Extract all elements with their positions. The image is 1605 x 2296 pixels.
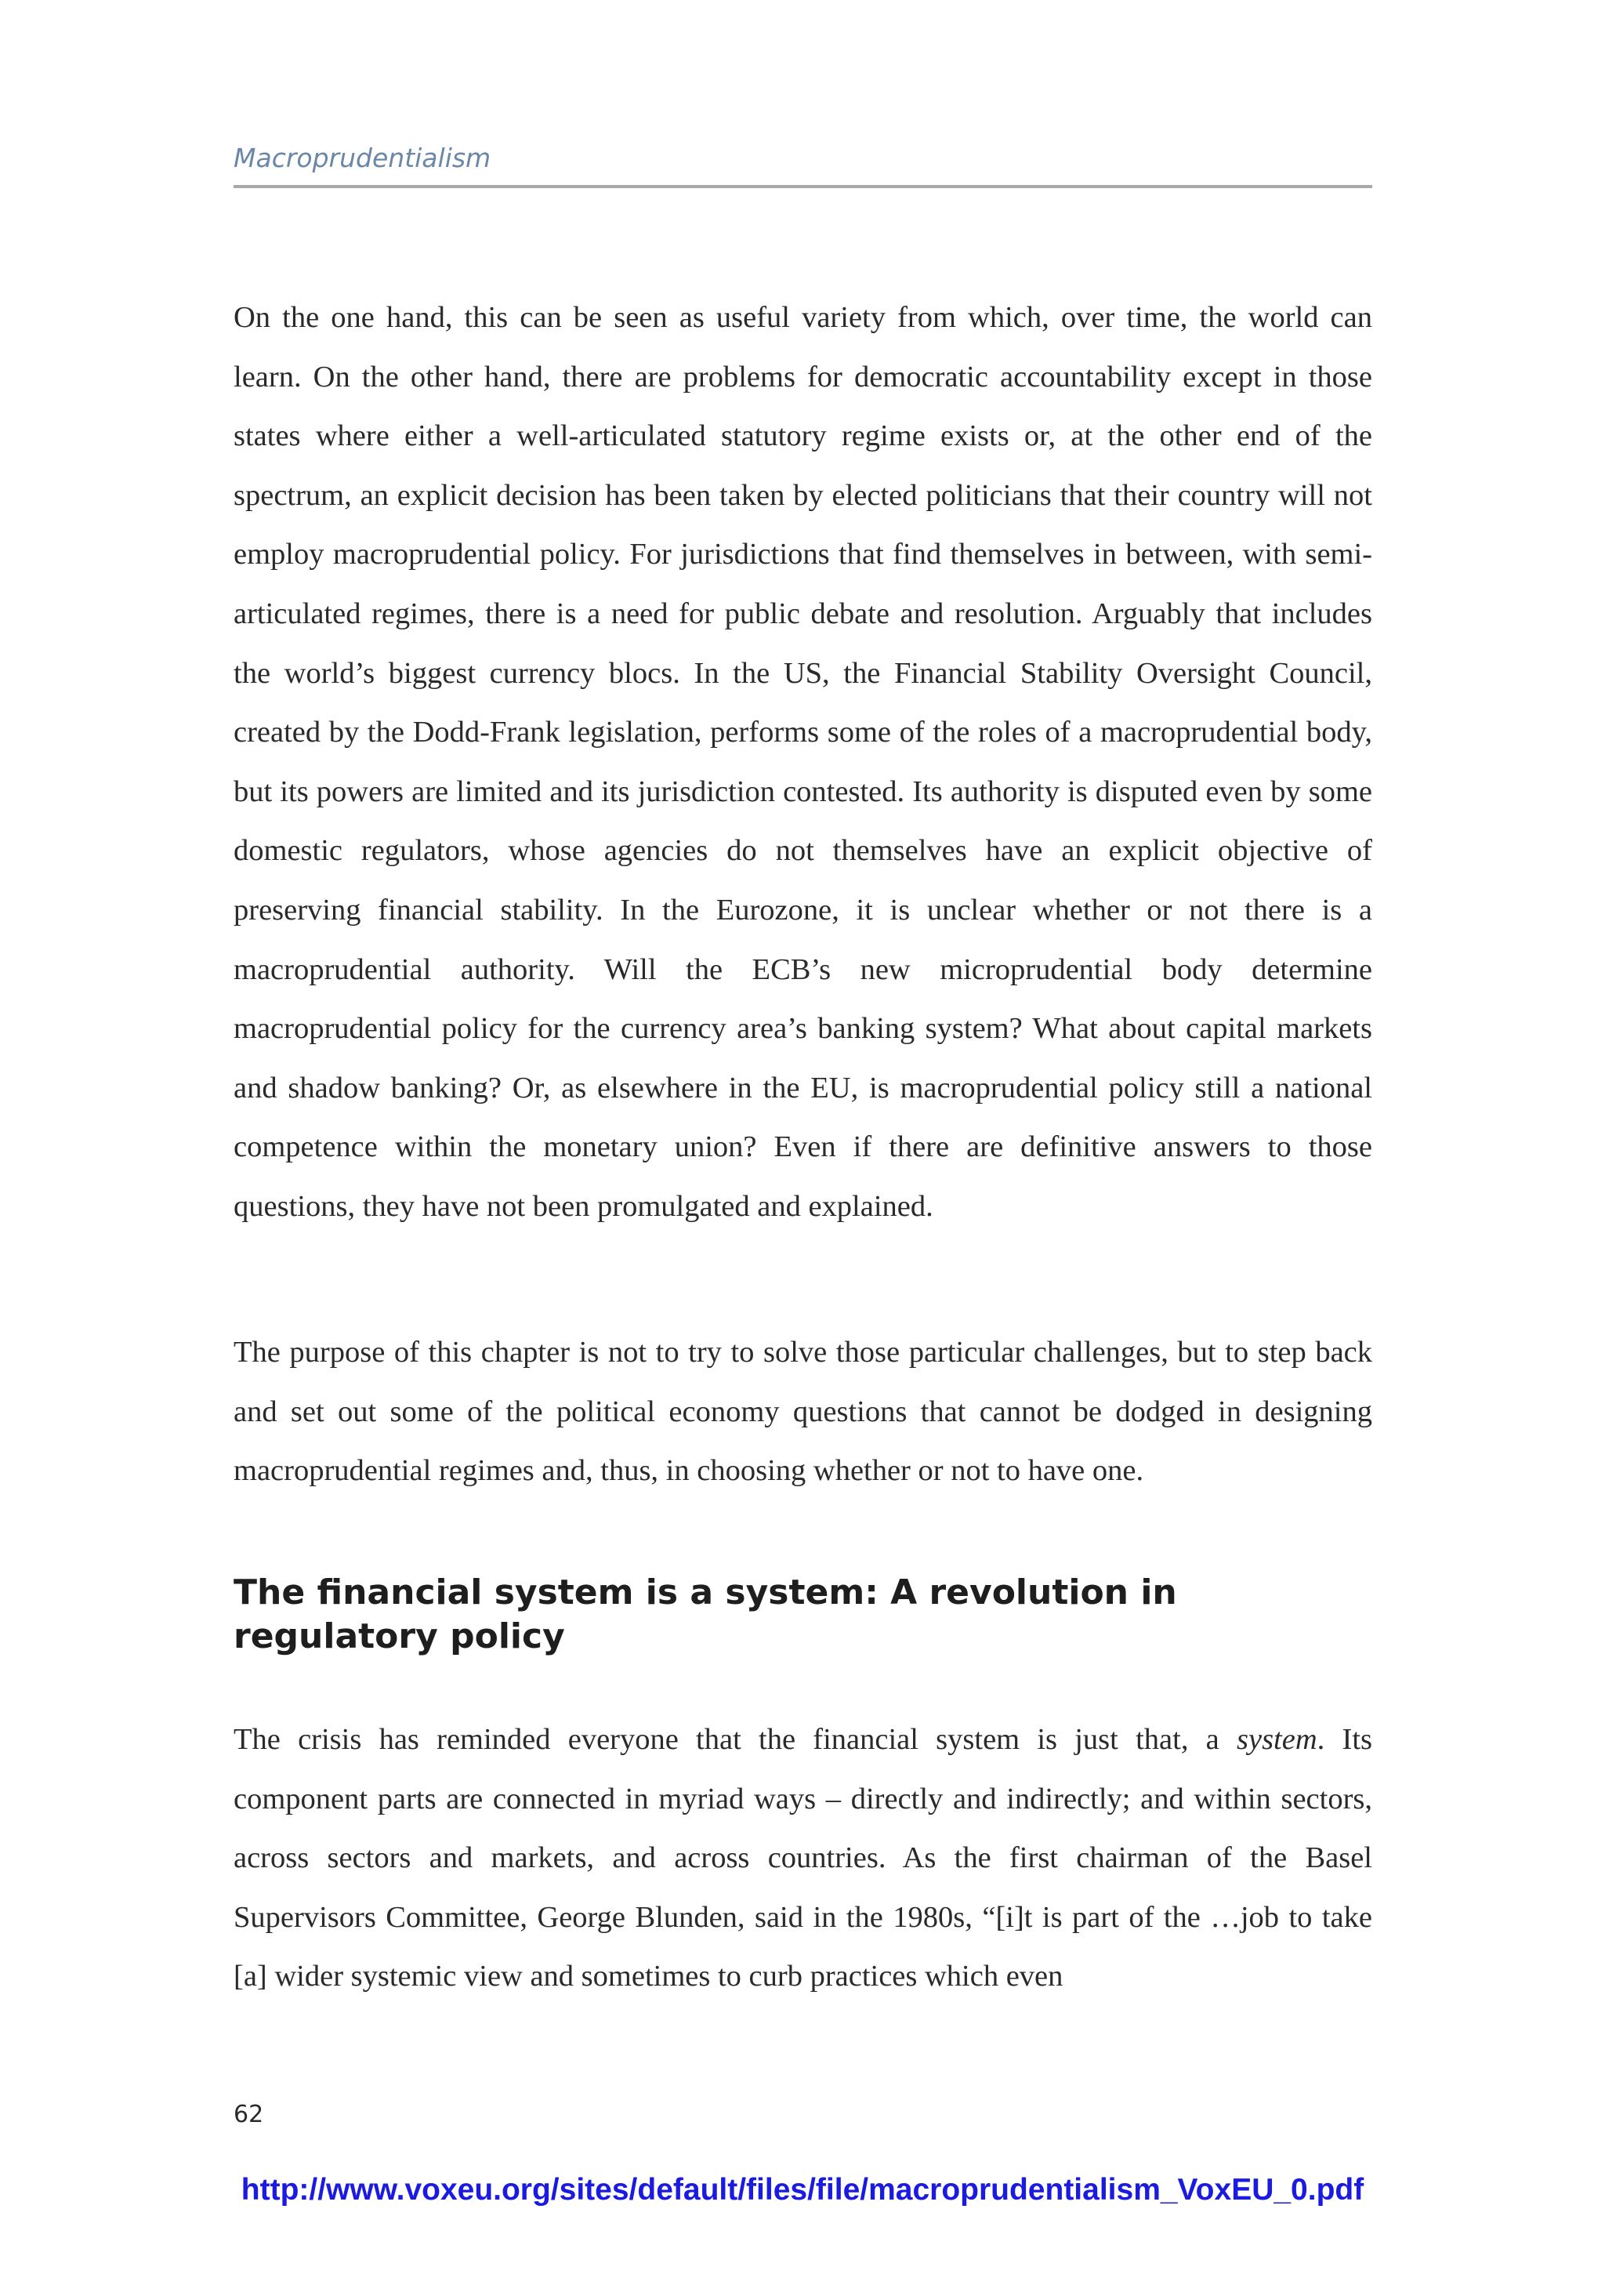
paragraph-3-text-end: . Its component parts are connected in myriad ways – directly and indirectly; and within sectors, across sectors and markets, and across countries. As the first chairman of the Basel Supervisors Committee, George Blunden, said in the 1980s, “[i]t is part of the …job to take [a] wider systemic view and sometimes to curb practices which even bbox=[234, 1723, 1373, 1993]
body-paragraph-2: The purpose of this chapter is not to try to solve those particular challenges, but to step back and set out some of the political economy questions that cannot be dodged in designing macroprudential regimes and, thus, in choosing whether or not to have one. bbox=[234, 1336, 1372, 1488]
body-paragraph-1: On the one hand, this can be seen as useful variety from which, over time, the world can learn. On the other hand, there are problems for democratic accountability except in those states where either a well-articulated statutory regime exists or, at the other end of the spectrum, an explicit decision has been taken by elected politicians that their country will not employ macroprudential policy. For jurisdictions that find themselves in between, with semi-articulated regimes, there is a need for public debate and resolution. Arguably that includes the world’s biggest currency blocs. In the US, the Financial Stability Oversight Council, created by the Dodd-Frank legislation, performs some of the roles of a macroprudential body, but its powers are limited and its jurisdiction contested. Its authority is disputed even by some domestic regulators, whose agencies do not themselves have an explicit objective of preserving financial stability. In the Eurozone, it is unclear whether or not there is a macroprudential authority. Will the ECB’s new microprudential body determine macroprudential policy for the currency area’s banking system? What about capital markets and shadow banking? Or, as elsewhere in the EU, is macroprudential policy still a national competence within the monetary union? Even if there are definitive answers to those questions, they have not been promulgated and explained. bbox=[234, 301, 1372, 1223]
source-url-link[interactable]: http://www.voxeu.org/sites/default/files/file/macroprudentialism_VoxEU_0.pdf bbox=[241, 2173, 1364, 2207]
section-heading: The financial system is a system: A revolution in regulatory policy bbox=[234, 1572, 1177, 1656]
running-header-title: Macroprudentialism bbox=[234, 143, 491, 173]
paragraph-3-text-start: The crisis has reminded everyone that the financial system is just that, a bbox=[234, 1723, 1237, 1756]
paragraph-3-emphasis: system bbox=[1237, 1723, 1317, 1756]
page-number: 62 bbox=[234, 2101, 264, 2128]
body-paragraph-3 bbox=[234, 1710, 1372, 2007]
header-divider bbox=[234, 185, 1372, 188]
